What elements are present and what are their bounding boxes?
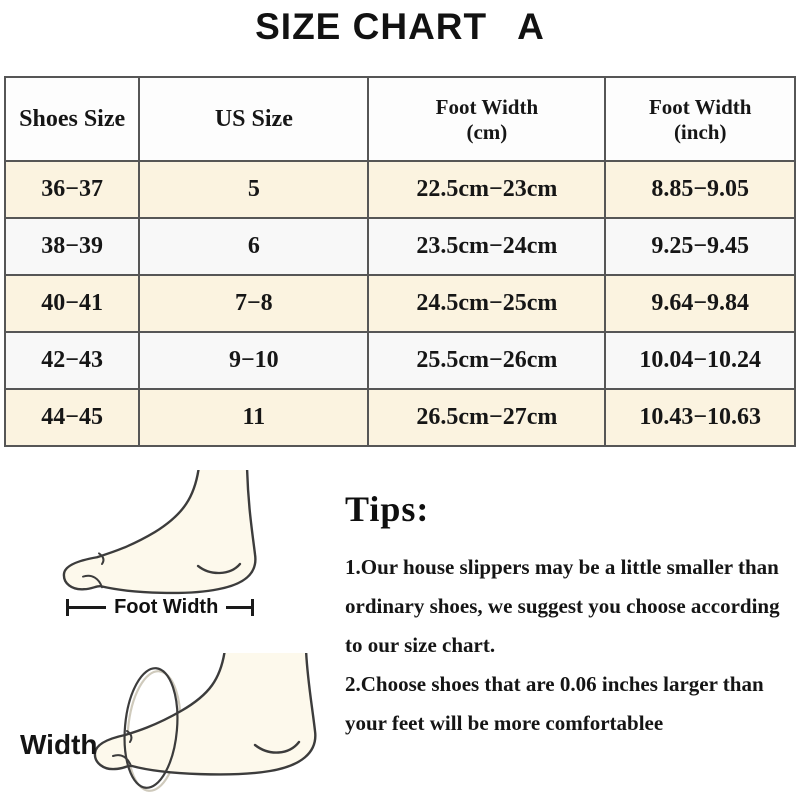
page-title-main: SIZE CHART	[255, 6, 488, 47]
cell-foot-width-inch: 9.64−9.84	[605, 275, 795, 332]
foot-girth-icon	[85, 653, 335, 798]
table-row	[5, 332, 795, 389]
column-header-us-size	[139, 77, 368, 161]
column-header-sub: (cm)	[466, 120, 508, 144]
cell-foot-width-inch: 9.25−9.45	[605, 218, 795, 275]
tip-item: 1.Our house slippers may be a little smaller than ordinary shoes, we suggest you choose according to our size chart.	[345, 555, 780, 657]
size-chart-table	[4, 76, 796, 447]
cell-us-size: 7−8	[139, 275, 368, 332]
cell-foot-width-inch: 10.43−10.63	[605, 389, 795, 446]
cell-shoes-size: 36−37	[5, 161, 139, 218]
cell-foot-width-inch: 10.04−10.24	[605, 332, 795, 389]
column-header-foot-width-cm	[368, 77, 605, 161]
page-title	[22, 6, 778, 48]
foot-width-label: Foot Width	[114, 595, 219, 618]
column-header-foot-width-inch	[605, 77, 795, 161]
table-header-row	[5, 77, 795, 161]
cell-foot-width-cm: 22.5cm−23cm	[368, 161, 605, 218]
measure-segment	[226, 606, 251, 609]
table-row	[5, 161, 795, 218]
measure-segment	[69, 606, 106, 609]
table-row	[5, 275, 795, 332]
table-row	[5, 389, 795, 446]
cell-foot-width-cm: 23.5cm−24cm	[368, 218, 605, 275]
column-header-label: Shoes Size	[19, 106, 126, 132]
tips-body	[345, 548, 797, 743]
column-header-label: Foot Width	[435, 95, 539, 119]
column-header-shoes-size	[5, 77, 139, 161]
foot-side-view-icon	[52, 470, 267, 596]
column-header-sub: (inch)	[673, 120, 727, 144]
cell-us-size: 6	[139, 218, 368, 275]
column-header-label: Foot Width	[648, 95, 752, 119]
width-label: Width	[20, 729, 98, 760]
cell-shoes-size: 44−45	[5, 389, 139, 446]
measure-tick-right	[251, 599, 254, 616]
cell-us-size: 9−10	[139, 332, 368, 389]
foot-width-measure-line	[66, 595, 254, 618]
cell-foot-width-cm: 24.5cm−25cm	[368, 275, 605, 332]
cell-shoes-size: 38−39	[5, 218, 139, 275]
cell-foot-width-cm: 25.5cm−26cm	[368, 332, 605, 389]
cell-shoes-size: 40−41	[5, 275, 139, 332]
page-title-variant-letter: A	[517, 6, 545, 47]
cell-shoes-size: 42−43	[5, 332, 139, 389]
column-header-label: US Size	[214, 106, 293, 132]
cell-us-size: 5	[139, 161, 368, 218]
table-row	[5, 218, 795, 275]
tips-heading: Tips:	[345, 489, 430, 529]
tip-item: 2.Choose shoes that are 0.06 inches larger than your feet will be more comfortablee	[345, 672, 764, 735]
cell-us-size: 11	[139, 389, 368, 446]
cell-foot-width-cm: 26.5cm−27cm	[368, 389, 605, 446]
cell-foot-width-inch: 8.85−9.05	[605, 161, 795, 218]
